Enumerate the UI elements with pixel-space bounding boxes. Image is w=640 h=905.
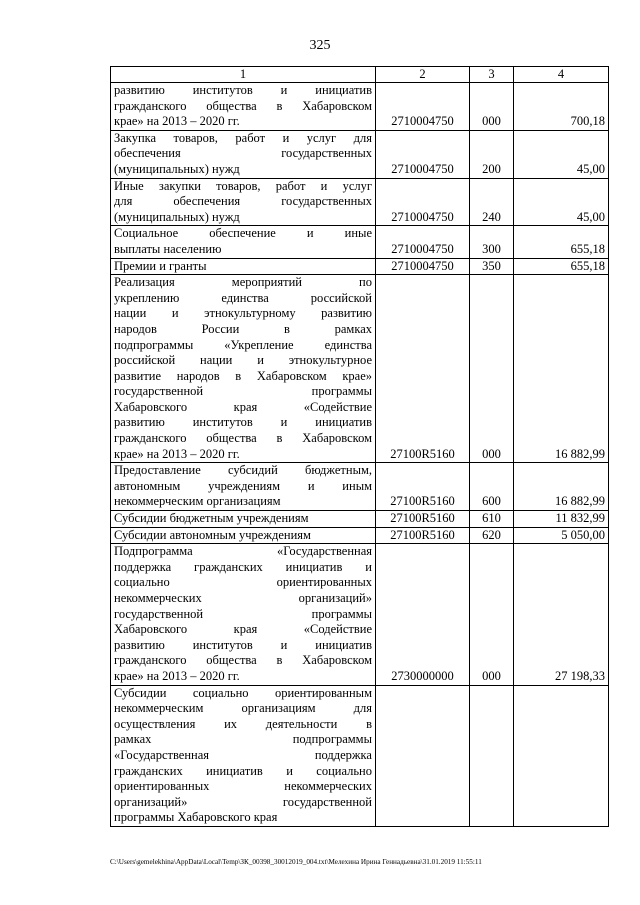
description-line: «Государственная поддержка <box>114 747 372 762</box>
description-line: государственной программы <box>114 384 372 399</box>
description-line: некоммерческих организаций» <box>114 591 372 605</box>
description-line: развитие народов в Хабаровском крае» <box>114 368 372 383</box>
table-row <box>111 130 609 178</box>
table-row <box>111 685 609 826</box>
row-expense-type: 350 <box>470 258 514 275</box>
page-number: 325 <box>309 38 331 53</box>
row-amount: 27 198,33 <box>514 544 609 685</box>
row-description <box>111 527 376 544</box>
description-line: Субсидии социально ориентированным <box>114 685 372 700</box>
description-line: ориентированных некоммерческих <box>114 779 372 794</box>
description-line: развитию институтов и инициатив <box>114 83 372 97</box>
description-line: Иные закупки товаров, работ и услуг <box>114 178 372 193</box>
description-line: Социальное обеспечение и иные <box>114 226 372 241</box>
row-expense-type <box>470 685 514 826</box>
description-line: Подпрограмма «Государственная <box>114 544 372 559</box>
row-description <box>111 275 376 463</box>
table-row <box>111 463 609 511</box>
table-row <box>111 178 609 226</box>
description-line: Субсидии автономным учреждениям <box>114 527 311 542</box>
description-line: для обеспечения государственных <box>114 194 372 209</box>
row-target-code: 2710004750 <box>376 130 470 178</box>
description-line: поддержка гражданских инициатив и <box>114 559 372 574</box>
row-amount: 16 882,99 <box>514 275 609 463</box>
row-expense-type: 000 <box>470 83 514 131</box>
row-amount: 45,00 <box>514 178 609 226</box>
header-col-3: 3 <box>470 67 514 83</box>
row-expense-type: 610 <box>470 511 514 528</box>
description-line: Хабаровского края «Содействие <box>114 399 372 414</box>
description-line: Премии и гранты <box>114 258 207 273</box>
row-description <box>111 258 376 275</box>
row-description <box>111 511 376 528</box>
table-row <box>111 544 609 685</box>
description-line: Предоставление субсидий бюджетным, <box>114 463 372 478</box>
row-target-code: 2710004750 <box>376 258 470 275</box>
header-col-2: 2 <box>376 67 470 83</box>
description-line: автономным учреждениям и иным <box>114 478 372 493</box>
table-row <box>111 511 609 528</box>
table-row <box>111 258 609 275</box>
row-amount: 11 832,99 <box>514 511 609 528</box>
row-amount: 700,18 <box>514 83 609 131</box>
description-line: (муниципальных) нужд <box>114 161 240 176</box>
row-expense-type: 300 <box>470 226 514 258</box>
description-line: организаций» государственной <box>114 794 372 809</box>
table-row <box>111 275 609 463</box>
description-line: гражданских инициатив и социально <box>114 763 372 778</box>
description-line: государственной программы <box>114 606 372 621</box>
row-amount: 655,18 <box>514 258 609 275</box>
description-line: гражданского общества в Хабаровском <box>114 431 372 446</box>
row-expense-type: 000 <box>470 275 514 463</box>
table-row <box>111 83 609 131</box>
table-row <box>111 226 609 258</box>
row-expense-type: 000 <box>470 544 514 685</box>
row-expense-type: 240 <box>470 178 514 226</box>
description-line: Субсидии бюджетным учреждениям <box>114 511 309 526</box>
row-amount: 45,00 <box>514 130 609 178</box>
description-line: обеспечения государственных <box>114 146 372 161</box>
row-expense-type: 620 <box>470 527 514 544</box>
description-line: крае» на 2013 – 2020 гг. <box>114 446 240 461</box>
row-amount <box>514 685 609 826</box>
row-target-code: 2710004750 <box>376 226 470 258</box>
row-expense-type: 200 <box>470 130 514 178</box>
row-description <box>111 83 376 131</box>
row-target-code: 2730000000 <box>376 544 470 685</box>
footer-file-path: C:\Users\gemelekhina\AppData\Local\Temp\ЗК_00398_30012019_004.txt\Мелехина Ирина Геннадьевна\31.01.2019 11:55:11 <box>110 858 482 866</box>
description-line: программы Хабаровского края <box>114 810 278 825</box>
row-target-code: 27100R5160 <box>376 527 470 544</box>
description-line: социально ориентированных <box>114 575 372 590</box>
row-description <box>111 178 376 226</box>
row-description <box>111 463 376 511</box>
row-amount: 16 882,99 <box>514 463 609 511</box>
description-line: гражданского общества в Хабаровском <box>114 98 372 113</box>
description-line: нации и этнокультурному развитию <box>114 306 372 321</box>
row-description <box>111 685 376 826</box>
row-expense-type: 600 <box>470 463 514 511</box>
description-line: крае» на 2013 – 2020 гг. <box>114 114 240 129</box>
description-line: осуществления их деятельности в <box>114 716 372 731</box>
description-line: Реализация мероприятий по <box>114 275 372 290</box>
row-target-code: 27100R5160 <box>376 511 470 528</box>
description-line: развитию институтов и инициатив <box>114 415 372 430</box>
description-line: российской нации и этнокультурное <box>114 353 372 368</box>
description-line: крае» на 2013 – 2020 гг. <box>114 668 240 683</box>
row-description <box>111 226 376 258</box>
description-line: выплаты населению <box>114 241 222 256</box>
row-target-code: 2710004750 <box>376 178 470 226</box>
description-line: подпрограммы «Укрепление единства <box>114 337 372 352</box>
description-line: укреплению единства российской <box>114 290 372 305</box>
row-description <box>111 544 376 685</box>
description-line: народов России в рамках <box>114 321 372 336</box>
row-description <box>111 130 376 178</box>
row-target-code <box>376 685 470 826</box>
description-line: гражданского общества в Хабаровском <box>114 653 372 668</box>
row-amount: 5 050,00 <box>514 527 609 544</box>
table-row <box>111 527 609 544</box>
description-line: некоммерческим организациям <box>114 494 281 509</box>
row-target-code: 2710004750 <box>376 83 470 131</box>
row-target-code: 27100R5160 <box>376 463 470 511</box>
row-target-code: 27100R5160 <box>376 275 470 463</box>
header-col-4: 4 <box>514 67 609 83</box>
description-line: некоммерческим организациям для <box>114 701 372 716</box>
description-line: Хабаровского края «Содействие <box>114 622 372 637</box>
budget-table <box>110 66 609 827</box>
description-line: рамках подпрограммы <box>114 732 372 747</box>
description-line: (муниципальных) нужд <box>114 209 240 224</box>
row-amount: 655,18 <box>514 226 609 258</box>
table-header-row <box>111 67 609 83</box>
description-line: развитию институтов и инициатив <box>114 637 372 652</box>
header-col-1: 1 <box>111 67 376 83</box>
description-line: Закупка товаров, работ и услуг для <box>114 130 372 145</box>
